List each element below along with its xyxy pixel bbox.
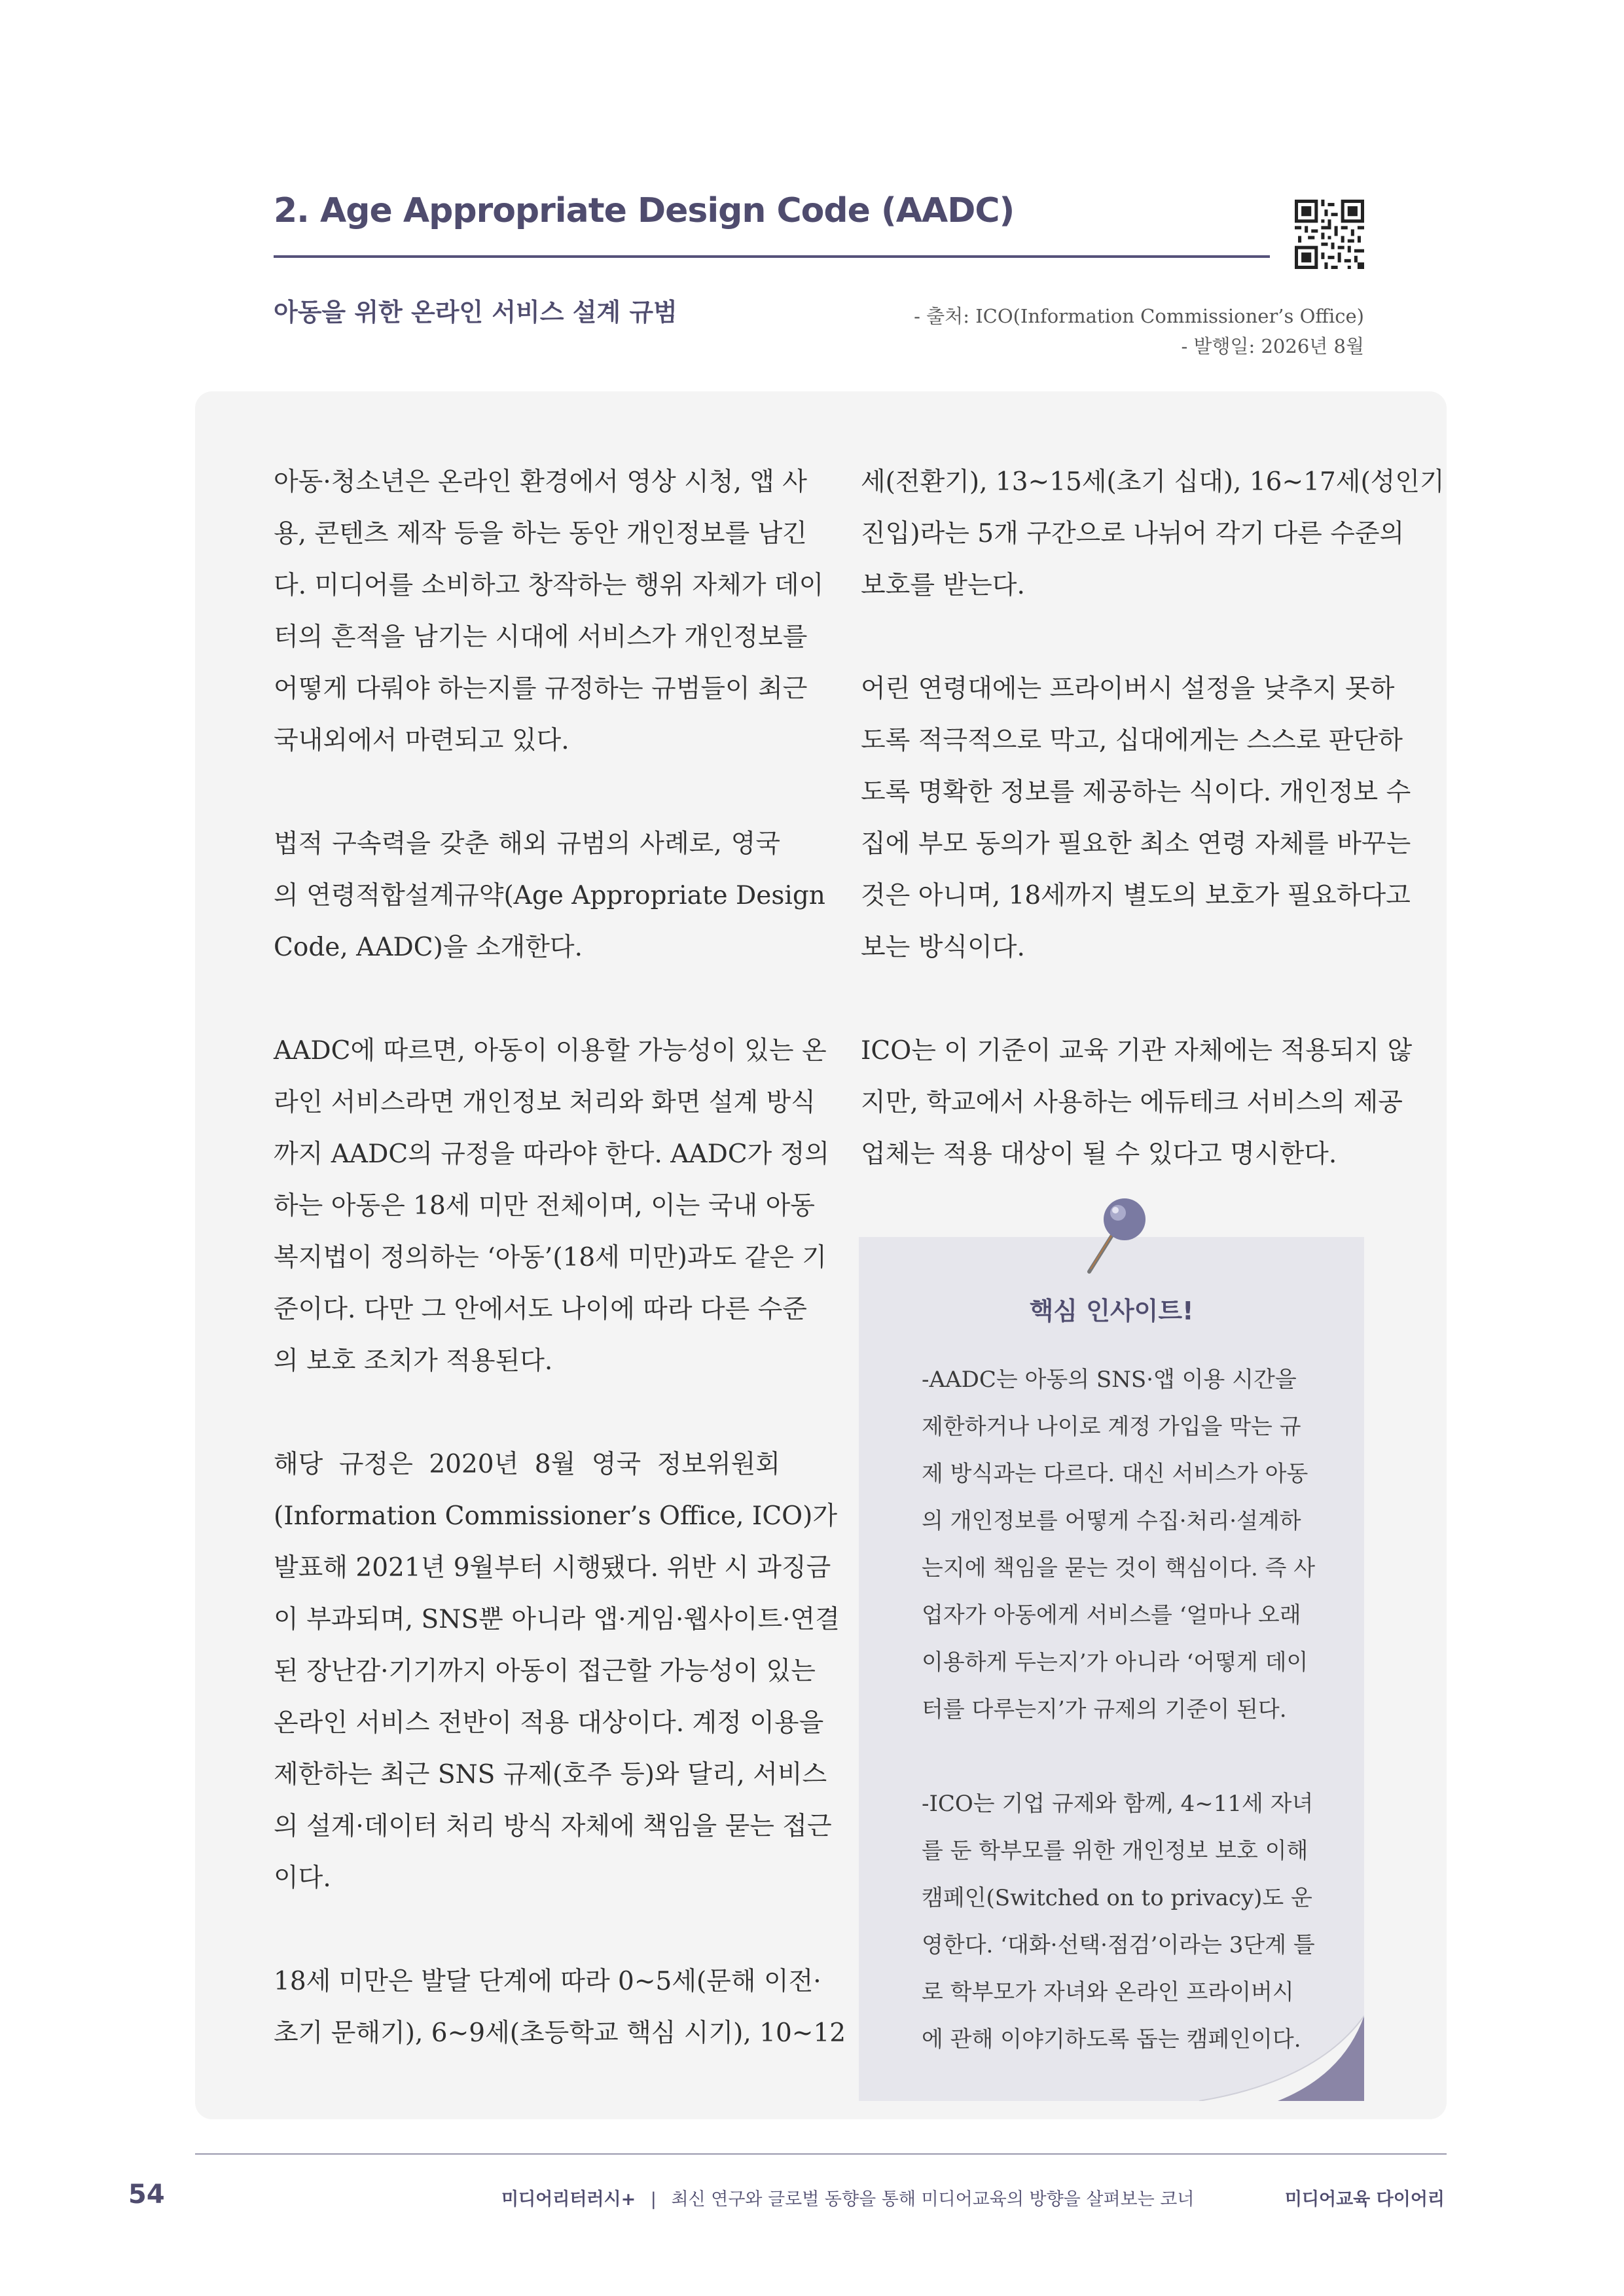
footer-section-name: 미디어리터러시+: [501, 2189, 636, 2210]
text-line: 국내외에서 마련되고 있다.: [274, 726, 569, 755]
text-line: 라인 서비스라면 개인정보 처리와 화면 설계 방식: [274, 1088, 816, 1117]
text-line: ICO는 이 기준이 교육 기관 자체에는 적용되지 않: [861, 1036, 1413, 1066]
text-line: 를 둔 학부모를 위한 개인정보 보호 이해: [922, 1838, 1308, 1864]
paragraph: [274, 456, 824, 766]
note-paragraph: [922, 1356, 1316, 1733]
text-line: 에 관해 이야기하도록 돕는 캠페인이다.: [922, 2026, 1301, 2053]
text-line: 어떻게 다뤄야 하는지를 규정하는 규범들이 최근: [274, 674, 808, 704]
text-line: 제한하는 최근 SNS 규제(호주 등)와 달리, 서비스: [274, 1760, 827, 1789]
paragraph: [274, 818, 825, 973]
footer-publication: 미디어교육 다이어리: [1284, 2189, 1445, 2210]
page-number: 54: [128, 2179, 165, 2210]
text-line: -AADC는 아동의 SNS·앱 이용 시간을: [922, 1367, 1297, 1393]
right-column: [861, 456, 1445, 1180]
text-line: 캠페인(Switched on to privacy)도 운: [922, 1885, 1312, 1911]
title-underline: [274, 255, 1270, 258]
text-line: 도록 적극적으로 막고, 십대에게는 스스로 판단하: [861, 726, 1403, 755]
footer-divider: [195, 2153, 1447, 2155]
text-line: 세(전환기), 13~15세(초기 십대), 16~17세(성인기: [861, 467, 1445, 497]
text-line: 해당 규정은 2020년 8월 영국 정보위원회: [274, 1450, 780, 1479]
text-line: 의 개인정보를 어떻게 수집·처리·설계하: [922, 1508, 1301, 1534]
paragraph: [861, 663, 1411, 973]
text-line: 이 부과되며, SNS뿐 아니라 앱·게임·웹사이트·연결: [274, 1605, 840, 1634]
text-line: AADC에 따르면, 아동이 이용할 가능성이 있는 온: [274, 1036, 827, 1066]
footer-separator: |: [650, 2189, 657, 2210]
paragraph: [274, 1956, 846, 2059]
text-line: Code, AADC)을 소개한다.: [274, 933, 583, 962]
text-line: 지만, 학교에서 사용하는 에듀테크 서비스의 제공: [861, 1088, 1403, 1117]
text-line: 영한다. ‘대화·선택·점검’이라는 3단계 틀: [922, 1932, 1315, 1958]
left-column: [274, 456, 846, 2059]
text-line: 의 연령적합설계규약(Age Appropriate Design: [274, 881, 825, 910]
text-line: 초기 문해기), 6~9세(초등학교 핵심 시기), 10~12: [274, 2018, 846, 2048]
text-line: 업체는 적용 대상이 될 수 있다고 명시한다.: [861, 1139, 1337, 1169]
qr-code-icon[interactable]: [1295, 200, 1364, 269]
note-paragraph: [922, 1780, 1315, 2063]
text-line: 의 보호 조치가 적용된다.: [274, 1346, 553, 1376]
paragraph: [861, 1025, 1413, 1180]
text-line: 업자가 아동에게 서비스를 ‘얼마나 오래: [922, 1602, 1301, 1628]
text-line: 제한하거나 나이로 계정 가입을 막는 규: [922, 1414, 1301, 1440]
text-line: 어린 연령대에는 프라이버시 설정을 낮추지 못하: [861, 674, 1395, 704]
text-line: 복지법이 정의하는 ‘아동’(18세 미만)과도 같은 기: [274, 1243, 827, 1272]
text-line: 제 방식과는 다르다. 대신 서비스가 아동: [922, 1461, 1308, 1487]
text-line: 된 장난감·기기까지 아동이 접근할 가능성이 있는: [274, 1657, 816, 1686]
text-line: 온라인 서비스 전반이 적용 대상이다. 계정 이용을: [274, 1708, 824, 1738]
text-line: 는지에 책임을 묻는 것이 핵심이다. 즉 사: [922, 1555, 1316, 1581]
text-line: 준이다. 다만 그 안에서도 나이에 따라 다른 수준: [274, 1295, 807, 1324]
section-subtitle: 아동을 위한 온라인 서비스 설계 규범: [274, 298, 677, 327]
text-line: 터의 흔적을 남기는 시대에 서비스가 개인정보를: [274, 622, 808, 652]
text-line: 로 학부모가 자녀와 온라인 프라이버시: [922, 1979, 1294, 2005]
footer-section-desc: 최신 연구와 글로벌 동향을 통해 미디어교육의 방향을 살펴보는 코너: [671, 2189, 1195, 2210]
paragraph: [274, 1025, 830, 1387]
text-line: -ICO는 기업 규제와 함께, 4~11세 자녀: [922, 1791, 1314, 1817]
note-body: [922, 1356, 1316, 2063]
text-line: 의 설계·데이터 처리 방식 자체에 책임을 묻는 접근: [274, 1812, 832, 1841]
text-line: 까지 AADC의 규정을 따라야 한다. AADC가 정의: [274, 1139, 830, 1169]
text-line: 집에 부모 동의가 필요한 최소 연령 자체를 바꾸는: [861, 829, 1411, 859]
text-line: 발표해 2021년 9월부터 시행됐다. 위반 시 과징금: [274, 1553, 831, 1583]
footer-section: [501, 2185, 1194, 2210]
text-line: 법적 구속력을 갖춘 해외 규범의 사례로, 영국: [274, 829, 780, 859]
source-line: - 출처: ICO(Information Commissioner’s Office): [914, 305, 1364, 327]
text-line: 아동·청소년은 온라인 환경에서 영상 시청, 앱 사: [274, 467, 807, 497]
text-line: 것은 아니며, 18세까지 별도의 보호가 필요하다고: [861, 881, 1411, 910]
note-title: 핵심 인사이트!: [1029, 1297, 1194, 1325]
text-line: (Information Commissioner’s Office, ICO)가: [274, 1501, 838, 1531]
pushpin-icon: [1080, 1194, 1159, 1280]
section-title: 2. Age Appropriate Design Code (AADC): [274, 191, 1015, 230]
source-info: [914, 301, 1364, 361]
paragraph: [861, 456, 1445, 611]
text-line: 보는 방식이다.: [861, 933, 1025, 962]
text-line: 하는 아동은 18세 미만 전체이며, 이는 국내 아동: [274, 1191, 815, 1221]
publish-date: - 발행일: 2026년 8월: [1181, 335, 1364, 357]
text-line: 이다.: [274, 1863, 331, 1893]
text-line: 진입)라는 5개 구간으로 나뉘어 각기 다른 수준의: [861, 519, 1405, 548]
text-line: 도록 명확한 정보를 제공하는 식이다. 개인정보 수: [861, 778, 1411, 807]
text-line: 보호를 받는다.: [861, 571, 1025, 600]
text-line: 다. 미디어를 소비하고 창작하는 행위 자체가 데이: [274, 571, 824, 600]
text-line: 이용하게 두는지’가 아니라 ‘어떻게 데이: [922, 1649, 1308, 1676]
text-line: 용, 콘텐츠 제작 등을 하는 동안 개인정보를 남긴: [274, 519, 807, 548]
text-line: 터를 다루는지’가 규제의 기준이 된다.: [922, 1696, 1287, 1723]
paragraph: [274, 1439, 840, 1904]
text-line: 18세 미만은 발달 단계에 따라 0~5세(문해 이전·: [274, 1967, 821, 1996]
